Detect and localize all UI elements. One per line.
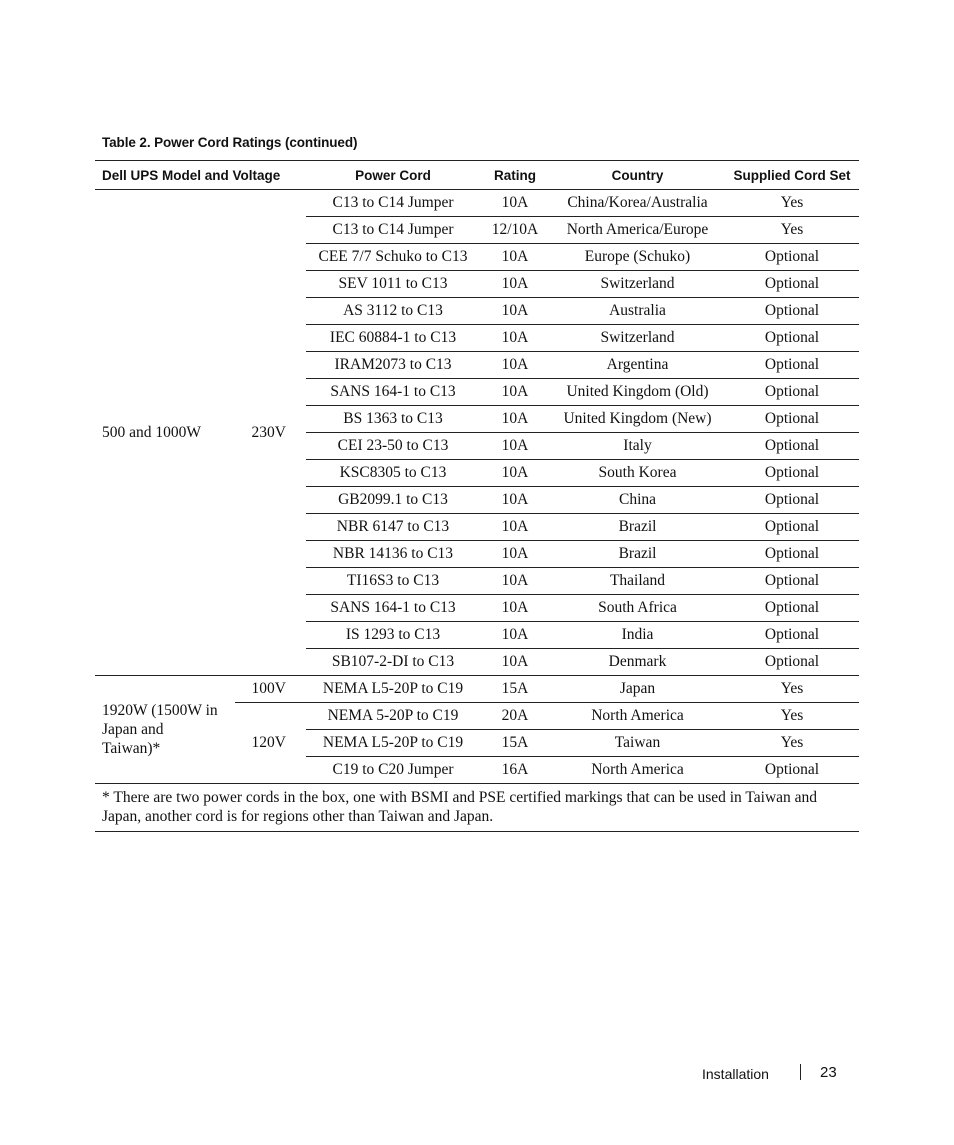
supplied-cell: Yes (725, 676, 859, 703)
rating-cell: 10A (480, 325, 550, 352)
footnote-row (95, 784, 859, 832)
power-cord-cell: C19 to C20 Jumper (306, 757, 480, 784)
supplied-cell: Yes (725, 730, 859, 757)
supplied-cell: Optional (725, 460, 859, 487)
country-cell: North America (550, 703, 725, 730)
supplied-cell: Optional (725, 595, 859, 622)
rating-cell: 10A (480, 433, 550, 460)
rating-cell: 10A (480, 541, 550, 568)
supplied-cell: Optional (725, 271, 859, 298)
power-cord-cell: SANS 164-1 to C13 (306, 595, 480, 622)
power-cord-cell: NEMA 5-20P to C19 (306, 703, 480, 730)
supplied-cell: Optional (725, 487, 859, 514)
country-cell: China/Korea/Australia (550, 190, 725, 217)
power-cord-cell: CEE 7/7 Schuko to C13 (306, 244, 480, 271)
table-header-row (95, 161, 859, 190)
rating-cell: 15A (480, 676, 550, 703)
country-cell: North America/Europe (550, 217, 725, 244)
rating-cell: 10A (480, 298, 550, 325)
supplied-cell: Yes (725, 217, 859, 244)
supplied-cell: Optional (725, 568, 859, 595)
rating-cell: 10A (480, 271, 550, 298)
country-cell: Denmark (550, 649, 725, 676)
header-model-voltage: Dell UPS Model and Voltage (95, 161, 306, 190)
country-cell: Japan (550, 676, 725, 703)
footer-divider (800, 1064, 801, 1080)
power-cord-cell: IEC 60884-1 to C13 (306, 325, 480, 352)
power-cord-cell: KSC8305 to C13 (306, 460, 480, 487)
power-cord-cell: AS 3112 to C13 (306, 298, 480, 325)
voltage-cell: 100V (235, 676, 306, 703)
power-cord-cell: CEI 23-50 to C13 (306, 433, 480, 460)
table-row (95, 190, 859, 217)
supplied-cell: Optional (725, 244, 859, 271)
supplied-cell: Optional (725, 298, 859, 325)
power-cord-cell: NBR 6147 to C13 (306, 514, 480, 541)
supplied-cell: Optional (725, 541, 859, 568)
rating-cell: 10A (480, 352, 550, 379)
supplied-cell: Optional (725, 325, 859, 352)
supplied-cell: Yes (725, 703, 859, 730)
supplied-cell: Optional (725, 352, 859, 379)
voltage-cell: 230V (235, 190, 306, 676)
footer-section-title: Installation (702, 1066, 769, 1082)
power-cord-cell: C13 to C14 Jumper (306, 190, 480, 217)
page-number: 23 (820, 1064, 837, 1081)
supplied-cell: Optional (725, 622, 859, 649)
rating-cell: 10A (480, 568, 550, 595)
country-cell: Argentina (550, 352, 725, 379)
power-cord-cell: GB2099.1 to C13 (306, 487, 480, 514)
country-cell: United Kingdom (Old) (550, 379, 725, 406)
country-cell: Brazil (550, 514, 725, 541)
country-cell: Thailand (550, 568, 725, 595)
rating-cell: 10A (480, 406, 550, 433)
country-cell: Italy (550, 433, 725, 460)
power-cord-ratings-table (95, 160, 859, 832)
header-power-cord: Power Cord (306, 161, 480, 190)
country-cell: Switzerland (550, 271, 725, 298)
country-cell: South Korea (550, 460, 725, 487)
power-cord-cell: SANS 164-1 to C13 (306, 379, 480, 406)
rating-cell: 12/10A (480, 217, 550, 244)
rating-cell: 10A (480, 244, 550, 271)
country-cell: Switzerland (550, 325, 725, 352)
power-cord-cell: NBR 14136 to C13 (306, 541, 480, 568)
country-cell: China (550, 487, 725, 514)
rating-cell: 10A (480, 649, 550, 676)
header-rating: Rating (480, 161, 550, 190)
country-cell: India (550, 622, 725, 649)
country-cell: United Kingdom (New) (550, 406, 725, 433)
header-country: Country (550, 161, 725, 190)
supplied-cell: Optional (725, 649, 859, 676)
power-cord-cell: C13 to C14 Jumper (306, 217, 480, 244)
power-cord-cell: IRAM2073 to C13 (306, 352, 480, 379)
rating-cell: 10A (480, 460, 550, 487)
table-caption: Table 2. Power Cord Ratings (continued) (102, 135, 358, 150)
rating-cell: 10A (480, 190, 550, 217)
rating-cell: 16A (480, 757, 550, 784)
table-footnote: * There are two power cords in the box, one with BSMI and PSE certified markings that can be used in Taiwan and Japan, another cord is for regions other than Taiwan and Japan. (95, 784, 859, 832)
power-cord-cell: TI16S3 to C13 (306, 568, 480, 595)
country-cell: South Africa (550, 595, 725, 622)
supplied-cell: Optional (725, 406, 859, 433)
rating-cell: 20A (480, 703, 550, 730)
rating-cell: 10A (480, 595, 550, 622)
voltage-cell: 120V (235, 703, 306, 784)
supplied-cell: Optional (725, 514, 859, 541)
rating-cell: 10A (480, 379, 550, 406)
rating-cell: 10A (480, 514, 550, 541)
power-cord-cell: NEMA L5-20P to C19 (306, 676, 480, 703)
supplied-cell: Optional (725, 757, 859, 784)
country-cell: Taiwan (550, 730, 725, 757)
power-cord-cell: SB107-2-DI to C13 (306, 649, 480, 676)
power-cord-cell: IS 1293 to C13 (306, 622, 480, 649)
country-cell: North America (550, 757, 725, 784)
model-cell: 500 and 1000W (95, 190, 235, 676)
rating-cell: 10A (480, 487, 550, 514)
table-row (95, 676, 859, 703)
rating-cell: 15A (480, 730, 550, 757)
rating-cell: 10A (480, 622, 550, 649)
country-cell: Brazil (550, 541, 725, 568)
supplied-cell: Optional (725, 379, 859, 406)
supplied-cell: Yes (725, 190, 859, 217)
supplied-cell: Optional (725, 433, 859, 460)
country-cell: Australia (550, 298, 725, 325)
power-cord-cell: SEV 1011 to C13 (306, 271, 480, 298)
model-cell: 1920W (1500W in Japan and Taiwan)* (95, 676, 235, 784)
power-cord-cell: NEMA L5-20P to C19 (306, 730, 480, 757)
country-cell: Europe (Schuko) (550, 244, 725, 271)
power-cord-cell: BS 1363 to C13 (306, 406, 480, 433)
header-supplied-cord-set: Supplied Cord Set (725, 161, 859, 190)
